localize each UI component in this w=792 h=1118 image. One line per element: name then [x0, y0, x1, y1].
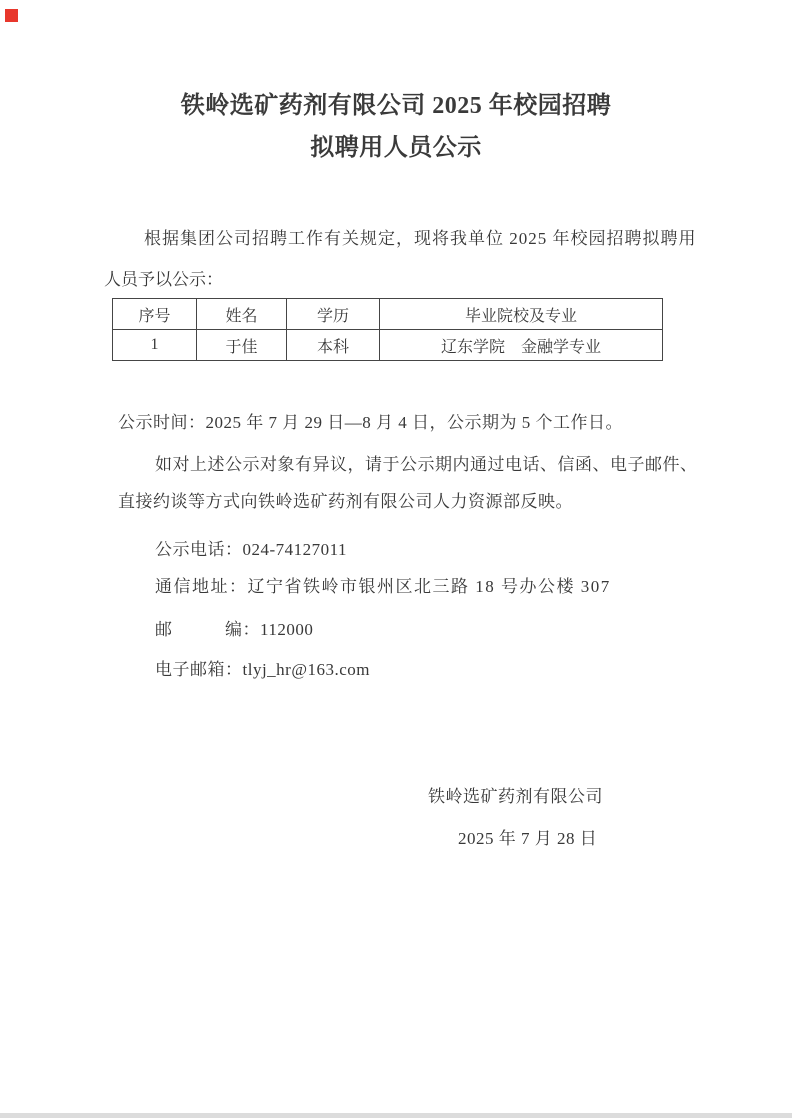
objection-line-2: 直接约谈等方式向铁岭选矿药剂有限公司人力资源部反映。 [118, 492, 573, 511]
postal-code-line: 邮 编：112000 [155, 620, 314, 639]
col-header-school-major: 毕业院校及专业 [380, 299, 663, 330]
page-title-line1: 铁岭选矿药剂有限公司 2025 年校园招聘 [180, 93, 612, 119]
table-row [113, 330, 663, 361]
publicity-time-line: 公示时间：2025 年 7 月 29 日—8 月 4 日，公示期为 5 个工作日。 [118, 413, 623, 432]
col-header-name: 姓名 [197, 299, 287, 330]
intro-paragraph-line2: 人员予以公示： [104, 270, 223, 289]
page-title-line2: 拟聘用人员公示 [310, 135, 482, 161]
publicity-phone-line: 公示电话：024-74127011 [155, 540, 348, 559]
col-header-education: 学历 [287, 299, 380, 330]
table-header-row [113, 299, 663, 330]
email-line: 电子邮箱：tlyj_hr@163.com [155, 660, 371, 679]
recruitment-table [112, 298, 663, 361]
signature-date: 2025 年 7 月 28 日 [458, 829, 598, 848]
red-corner-marker [5, 9, 18, 22]
intro-paragraph-line1: 根据集团公司招聘工作有关规定，现将我单位 2025 年校园招聘拟聘用 [144, 229, 697, 248]
cell-school-major: 辽东学院 金融学专业 [380, 330, 663, 361]
cell-name: 于佳 [197, 330, 287, 361]
objection-line-1: 如对上述公示对象有异议，请于公示期内通过电话、信函、电子邮件、 [155, 455, 698, 474]
cell-number: 1 [113, 330, 197, 361]
cell-education: 本科 [287, 330, 380, 361]
mailing-address-line: 通信地址：辽宁省铁岭市银州区北三路 18 号办公楼 307 [155, 577, 611, 596]
signature-company: 铁岭选矿药剂有限公司 [428, 787, 603, 806]
page-bottom-edge [0, 1113, 792, 1118]
col-header-number: 序号 [113, 299, 197, 330]
